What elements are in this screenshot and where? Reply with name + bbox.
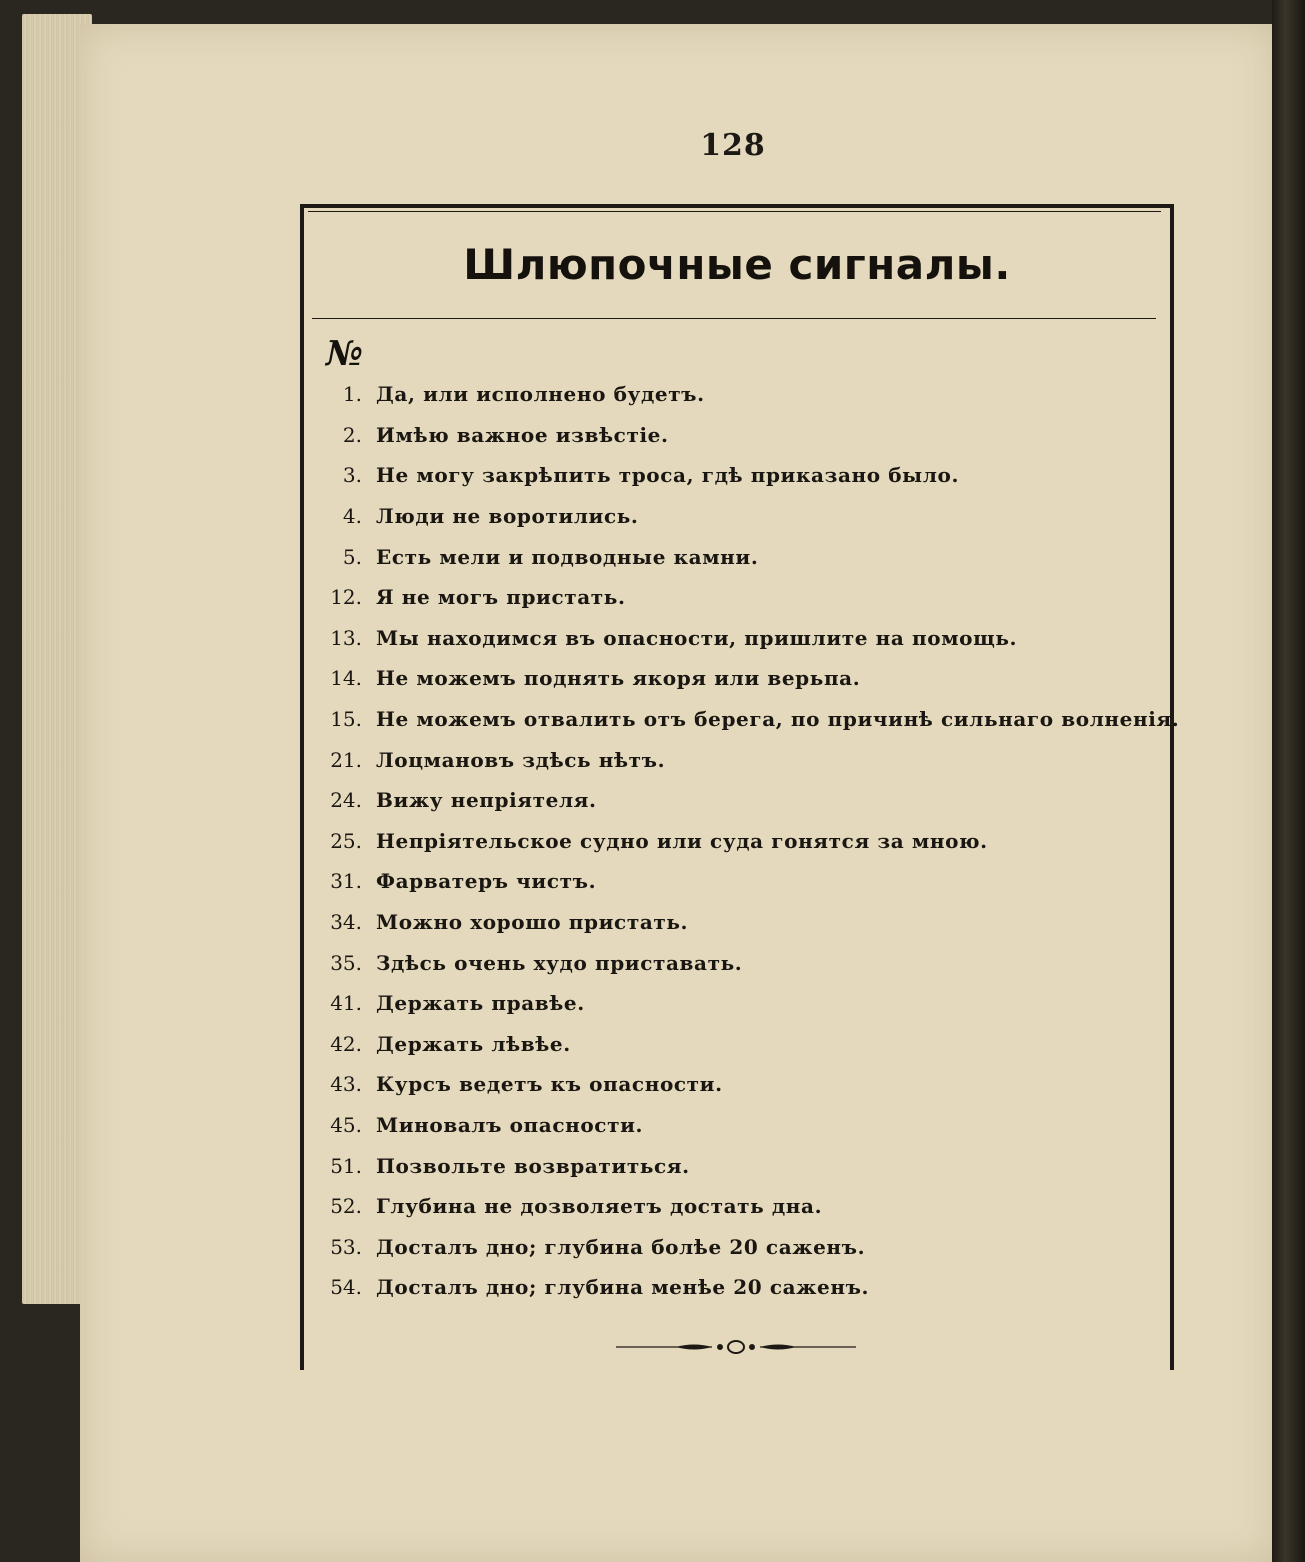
- signal-text: Здѣсь очень худо приставать.: [376, 950, 743, 975]
- signal-number: 51.: [330, 1153, 362, 1178]
- signal-text: Курсъ ведетъ къ опасности.: [376, 1072, 723, 1097]
- signal-row: [310, 536, 1160, 577]
- signal-number: 31.: [330, 869, 362, 894]
- signal-row: [310, 739, 1160, 780]
- signal-number: 1.: [342, 382, 362, 407]
- ornament-divider: [616, 1338, 856, 1356]
- signal-row: [310, 618, 1160, 659]
- signal-text: Позвольте возвратиться.: [376, 1153, 690, 1178]
- signal-number: 21.: [330, 747, 362, 772]
- page-number: 128: [700, 128, 766, 163]
- signal-text: Миновалъ опасности.: [376, 1112, 644, 1137]
- signal-row: [310, 1267, 1160, 1308]
- signal-number: 25.: [330, 828, 362, 853]
- frame-inner-rule: [308, 211, 1161, 212]
- signal-row: [310, 1226, 1160, 1267]
- signal-text: Люди не воротились.: [376, 504, 639, 529]
- signal-text: Я не могъ пристать.: [376, 585, 626, 610]
- signal-number: 54.: [330, 1275, 362, 1300]
- signal-number: 41.: [330, 991, 362, 1016]
- signal-text: Глубина не дозволяетъ достать дна.: [376, 1194, 823, 1219]
- signal-text: Можно хорошо пристать.: [376, 910, 689, 935]
- signal-number: 14.: [330, 666, 362, 691]
- signal-number: 45.: [330, 1112, 362, 1137]
- signal-text: Вижу непріятеля.: [376, 788, 597, 813]
- signal-text: Держать лѣвѣе.: [376, 1031, 571, 1056]
- signal-number: 4.: [342, 504, 362, 529]
- signal-row: [310, 902, 1160, 943]
- signal-row: [310, 699, 1180, 740]
- signal-row: [310, 821, 1160, 862]
- signal-row: [310, 942, 1160, 983]
- signal-row: [310, 1186, 1160, 1227]
- signal-text: Не можемъ отвалить отъ берега, по причинѣ сильнаго волненія.: [376, 707, 1180, 732]
- signal-number: 3.: [342, 463, 362, 488]
- signal-row: [310, 374, 1160, 415]
- signal-text: Фарватеръ чистъ.: [376, 869, 597, 894]
- signal-row: [310, 1064, 1160, 1105]
- signal-text: Держать правѣе.: [376, 991, 585, 1016]
- signal-number: 42.: [330, 1031, 362, 1056]
- signal-number: 24.: [330, 788, 362, 813]
- signal-row: [310, 1105, 1160, 1146]
- book-gutter: [1272, 0, 1305, 1562]
- signal-number: 12.: [330, 585, 362, 610]
- signal-row: [310, 455, 1160, 496]
- signal-row: [310, 780, 1160, 821]
- signal-row: [310, 496, 1160, 537]
- signal-text: Не можемъ поднять якоря или верьпа.: [376, 666, 861, 691]
- signal-row: [310, 577, 1160, 618]
- signal-row: [310, 861, 1160, 902]
- title-divider: [312, 318, 1156, 319]
- signal-number: 13.: [330, 625, 362, 650]
- signal-text: Досталъ дно; глубина менѣе 20 саженъ.: [376, 1275, 870, 1300]
- signal-row: [310, 983, 1160, 1024]
- signal-text: Досталъ дно; глубина болѣе 20 саженъ.: [376, 1234, 866, 1259]
- signal-number: 52.: [330, 1194, 362, 1219]
- signal-text: Имѣю важное извѣстіе.: [376, 422, 669, 447]
- signal-row: [310, 415, 1160, 456]
- page-title: Шлюпочные сигналы.: [463, 240, 1011, 289]
- signal-row: [310, 1024, 1160, 1065]
- signal-number: 5.: [342, 544, 362, 569]
- signal-number: 2.: [342, 422, 362, 447]
- signal-number: 15.: [330, 707, 362, 732]
- signal-number: 43.: [330, 1072, 362, 1097]
- signal-row: [310, 658, 1160, 699]
- signal-number: 35.: [330, 950, 362, 975]
- signal-text: Лоцмановъ здѣсь нѣтъ.: [376, 747, 666, 772]
- signal-list: [310, 374, 1180, 1308]
- signal-row: [310, 1145, 1160, 1186]
- signal-text: Да, или исполнено будетъ.: [376, 382, 705, 407]
- signal-text: Не могу закрѣпить троса, гдѣ приказано было.: [376, 463, 960, 488]
- signal-text: Мы находимся въ опасности, пришлите на помощь.: [376, 625, 1018, 650]
- signal-text: Непріятельское судно или суда гонятся за мною.: [376, 828, 988, 853]
- number-column-heading: №: [326, 334, 363, 374]
- signal-text: Есть мели и подводные камни.: [376, 544, 759, 569]
- signal-number: 53.: [330, 1234, 362, 1259]
- signal-number: 34.: [330, 910, 362, 935]
